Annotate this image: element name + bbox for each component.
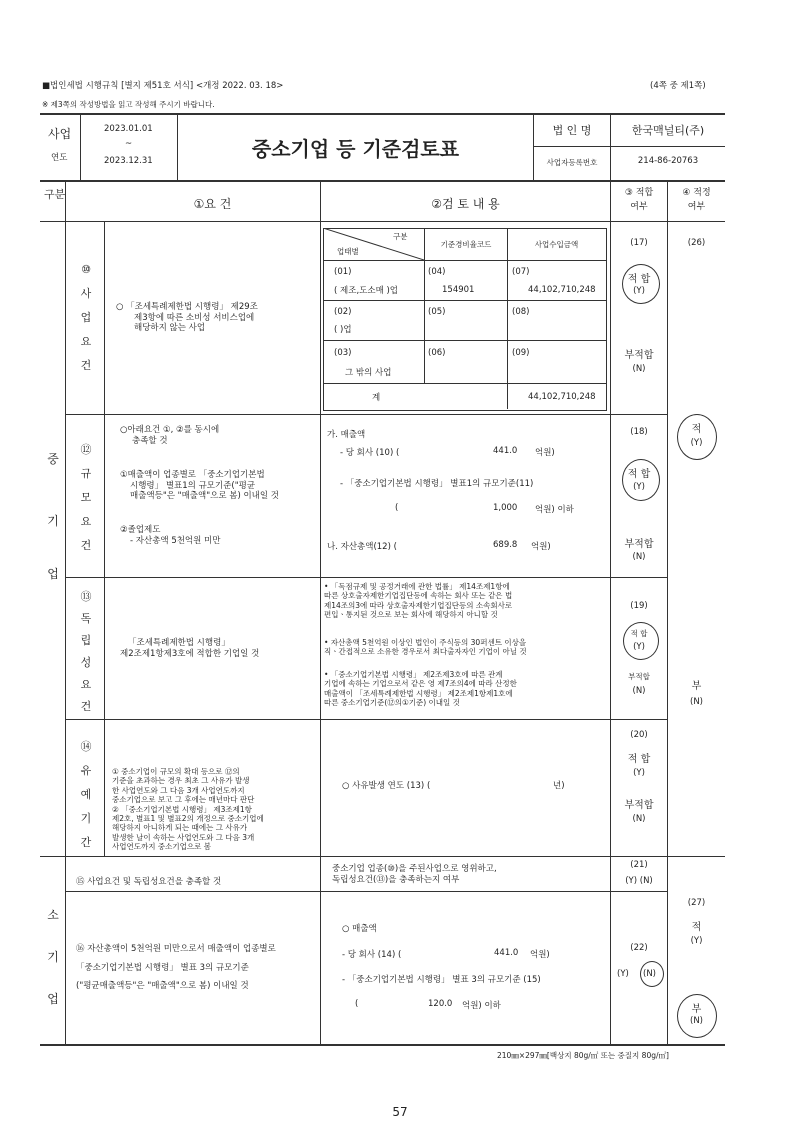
rule	[323, 300, 607, 301]
grace-fit-n: (N)	[632, 814, 646, 824]
requirement-header: ①요 건	[193, 197, 232, 211]
grace-fit-y: (Y)	[633, 768, 645, 778]
row3-b: (06)	[428, 348, 446, 358]
year-label-2: 연도	[51, 153, 68, 163]
grace-fit-yes: 적 합	[627, 754, 651, 765]
grace-fit-code: (20)	[630, 730, 648, 740]
scale-asset-unit: 억원)	[531, 542, 551, 552]
small-fit2-no: 부	[691, 1004, 702, 1015]
row1-b2: 154901	[442, 285, 475, 295]
scale-req-3: ②졸업제도 - 자산총액 5천억원 미만	[120, 525, 221, 546]
business-fit-y: (Y)	[633, 286, 645, 296]
small-fit2-yes: 적	[691, 922, 702, 933]
rule	[66, 414, 667, 415]
rule	[323, 383, 607, 384]
notice-text: ※ 제3쪽의 작성방법을 읽고 작성해 주시기 바랍니다.	[42, 100, 215, 109]
small-req-b: ⑯ 자산총액이 5천억원 미만으로서 매출액이 업종별로 「중소기업기본법 시행령」 별표 3의 규모기준 ("평균매출액등"은 "매출액"으로 봄) 이내일 것	[76, 944, 276, 992]
small-std-value: 120.0	[428, 999, 453, 1009]
small-std-label: - 「중소기업기본법 시행령」 별표 3의 규모기준 (15)	[342, 975, 541, 985]
total-label: 계	[372, 393, 381, 403]
col-revenue: 사업수입금액	[534, 240, 579, 249]
row2-b: (05)	[428, 307, 446, 317]
small-fit2-y: (Y)	[690, 936, 703, 946]
small-fit-a: (Y) (N)	[625, 876, 653, 886]
scale-asset-label: 나. 자산총액(12) (	[327, 542, 397, 552]
rule	[533, 146, 725, 147]
rule	[320, 182, 321, 1044]
year-to: 2023.12.31	[104, 156, 153, 166]
scale-req-2: ①매출액이 업종별로 「중소기업기본법 시행령」 별표1의 규모기준("평균 매출액등"은 "매출액"으로 봄) 이내일 것	[120, 470, 280, 502]
rule	[40, 113, 725, 115]
business-fit-no: 부적합	[624, 350, 654, 361]
scale-fit-n: (N)	[632, 552, 646, 562]
business-fit2-code: (26)	[687, 238, 706, 248]
rule	[104, 222, 105, 856]
review-header: ②검 토 내 용	[431, 197, 500, 211]
independence-fit-n: (N)	[632, 686, 646, 696]
small-fit2-code: (27)	[687, 898, 706, 908]
page-number: 57	[392, 1105, 408, 1119]
row3-a: (03)	[334, 348, 352, 358]
scale-fit2-y: (Y)	[690, 438, 703, 448]
rule	[424, 228, 425, 383]
scale-fit-yes: 적 합	[627, 469, 651, 480]
scale-std-label: - 「중소기업기본법 시행령」 별표1의 규모기준(11)	[340, 479, 534, 489]
biz-no: 214-86-20763	[637, 156, 699, 166]
corp-name-label: 법 인 명	[552, 124, 592, 137]
sme-label-2: 기	[47, 514, 59, 528]
rule	[323, 260, 607, 261]
small-fit-b-code: (22)	[630, 943, 648, 953]
scale-sales-title: 가. 매출액	[327, 430, 366, 440]
rule	[40, 221, 725, 222]
small-fit2-n: (N)	[690, 1016, 703, 1026]
business-label: ⑩ 사 업 요 건	[80, 263, 92, 372]
rule	[667, 182, 668, 1044]
corner-top: 구분	[393, 232, 408, 241]
scale-std-value: 1,000	[493, 503, 518, 513]
rule	[80, 114, 81, 180]
row1-b: (04)	[428, 267, 446, 277]
scale-std-open: (	[395, 503, 399, 513]
grace-label: ⑭ 유 예 기 간	[80, 740, 92, 849]
small-review-a: 중소기업 업종(⑩)을 주된사업으로 영위하고, 독립성요건(⑬)을 충족하는지 여부	[332, 864, 497, 885]
grace-review-end: 년)	[553, 781, 565, 791]
sme-label-1: 중	[47, 452, 59, 466]
independence-item-3: • 「중소기업기본법 시행령」 제2조제3호에 따른 관계 기업에 속하는 기업으로서 같은 영 제7조의4에 따라 산정한 매출액이 「조세특례제한법 시행령」 제2조제1항제1호에 따른 중소기업기준(⑫의①기준) 이내일 것	[324, 670, 517, 708]
independence-item-2: • 자산총액 5천억원 이상인 법인이 주식등의 30퍼센트 이상을 직ㆍ간접적으로 소유한 경우로서 최다출자자인 기업이 아닐 것	[324, 638, 527, 657]
small-own-value: 441.0	[494, 948, 519, 958]
corner-bottom: 업태별	[337, 247, 359, 256]
paper-spec: 210㎜×297㎜[백상지 80g/㎡ 또는 중질지 80g/㎡]	[497, 1051, 669, 1060]
business-fit-code: (17)	[630, 238, 648, 248]
sme-label-3: 업	[47, 567, 59, 581]
scale-own-unit: 억원)	[535, 448, 555, 458]
independence-fit2-no: 부	[691, 681, 702, 692]
row1-c: (07)	[512, 267, 530, 277]
form-title: 중소기업 등 기준검토표	[251, 137, 460, 161]
col-code: 기준경비율코드	[440, 240, 492, 249]
fit-header: ③ 적합 여부	[624, 188, 654, 212]
small-label-3: 업	[47, 992, 59, 1006]
year-dash: ~	[125, 139, 133, 149]
independence-label: ⑬ 독 립 성 요 건	[80, 590, 92, 713]
small-own-label: - 당 회사 (14) (	[342, 950, 402, 960]
rule	[323, 340, 607, 341]
rule	[40, 180, 725, 182]
row2-a: (02)	[334, 307, 352, 317]
small-fit-b-n: (N)	[643, 969, 656, 979]
total-value: 44,102,710,248	[528, 392, 596, 402]
independence-fit-y: (Y)	[633, 642, 645, 652]
rule	[40, 856, 725, 857]
rule	[65, 182, 66, 1044]
rule	[507, 228, 508, 409]
small-label-2: 기	[47, 950, 59, 964]
rule	[610, 182, 611, 1044]
business-fit-yes: 적 합	[627, 274, 651, 285]
row1-c2: 44,102,710,248	[528, 285, 596, 295]
rule	[66, 719, 667, 720]
small-sales-title: ○ 매출액	[342, 924, 377, 934]
scale-label: ⑫ 규 모 요 건	[80, 443, 92, 552]
scale-fit2-yes: 적	[691, 424, 702, 435]
grace-fit-no: 부적합	[624, 800, 654, 811]
small-std-open: (	[355, 999, 359, 1009]
small-own-unit: 억원)	[530, 950, 550, 960]
small-std-unit: 억원) 이하	[462, 1001, 501, 1011]
independence-fit-code: (19)	[630, 601, 648, 611]
page-info: (4쪽 중 제1쪽)	[650, 81, 706, 91]
small-fit-a-code: (21)	[630, 860, 648, 870]
independence-fit-no: 부적합	[628, 672, 650, 681]
category-header: 구분	[44, 188, 66, 201]
independence-requirement: 「조세특례제한법 시행령」 제2조제1항제3호에 적합한 기업일 것	[120, 638, 260, 659]
scale-std-unit: 억원) 이하	[535, 505, 574, 515]
grace-requirement: ① 중소기업이 규모의 확대 등으로 ⑫의 기준을 초과하는 경우 최초 그 사유가 발생 한 사업연도와 그 다음 3개 사업연도까지 중소기업으로 보고 그 후에는 매년마다 판단 ② 「중소기업기본법 시행령」 제3조제1항 제2호, 별표1 및 별표2의 개정으로 중소기업에 해당하지 아니하게 되는 때에는 그 사유가 발생한 날이 속하는 사업연도와 그 다음 3개 사업연도까지 중소기업으로 봄	[112, 767, 264, 851]
scale-fit-y: (Y)	[633, 482, 645, 492]
row1-a: (01)	[334, 267, 352, 277]
scale-req-1: ○아래요건 ①, ②를 동시에 충족할 것	[120, 425, 220, 446]
business-requirement: ○ 「조세특례제한법 시행령」 제29조 제3항에 따른 소비성 서비스업에 해당하지 않는 사업	[116, 302, 258, 334]
small-label-1: 소	[47, 908, 59, 922]
fit2-header: ④ 적정 여부	[682, 188, 711, 212]
scale-fit-code: (18)	[630, 427, 648, 437]
scale-asset-value: 689.8	[493, 540, 518, 550]
row1-a2: ( 제조,도소매 )업	[334, 286, 399, 296]
row2-a2: ( )업	[334, 325, 352, 335]
scale-own-label: - 당 회사 (10) (	[340, 448, 400, 458]
rule	[40, 1044, 725, 1046]
business-fit-n: (N)	[632, 364, 646, 374]
corp-name: 한국맥널티(주)	[631, 124, 705, 137]
grace-review-label: ○ 사유발생 연도 (13) (	[342, 781, 431, 791]
independence-fit2-n: (N)	[690, 697, 703, 707]
rule	[66, 577, 667, 578]
year-from: 2023.01.01	[104, 124, 153, 134]
small-req-a: ⑮ 사업요건 및 독립성요건을 충족할 것	[76, 877, 222, 887]
year-label-1: 사업	[48, 127, 72, 141]
small-fit-b-y: (Y)	[617, 969, 629, 979]
independence-fit-yes: 적 합	[630, 629, 648, 638]
rule	[66, 891, 667, 892]
row3-c: (09)	[512, 348, 530, 358]
row2-c: (08)	[512, 307, 530, 317]
regulation-text: ■법인세법 시행규칙 [별지 제51호 서식] <개정 2022. 03. 18>	[42, 81, 284, 91]
biz-no-label: 사업자등록번호	[546, 158, 598, 167]
scale-fit-no: 부적합	[624, 539, 654, 550]
scale-own-value: 441.0	[493, 446, 518, 456]
row3-a2: 그 밖의 사업	[345, 368, 392, 378]
independence-item-1: • 「독점규제 및 공정거래에 관한 법률」 제14조제1항에 따른 상호출자제한기업집단등에 속하는 회사 또는 같은 법 제14조의3에 따라 상호출자제한기업집단등의 소속회사로 편입ㆍ통지된 것으로 보는 회사에 해당하지 아니할 것	[324, 582, 513, 620]
